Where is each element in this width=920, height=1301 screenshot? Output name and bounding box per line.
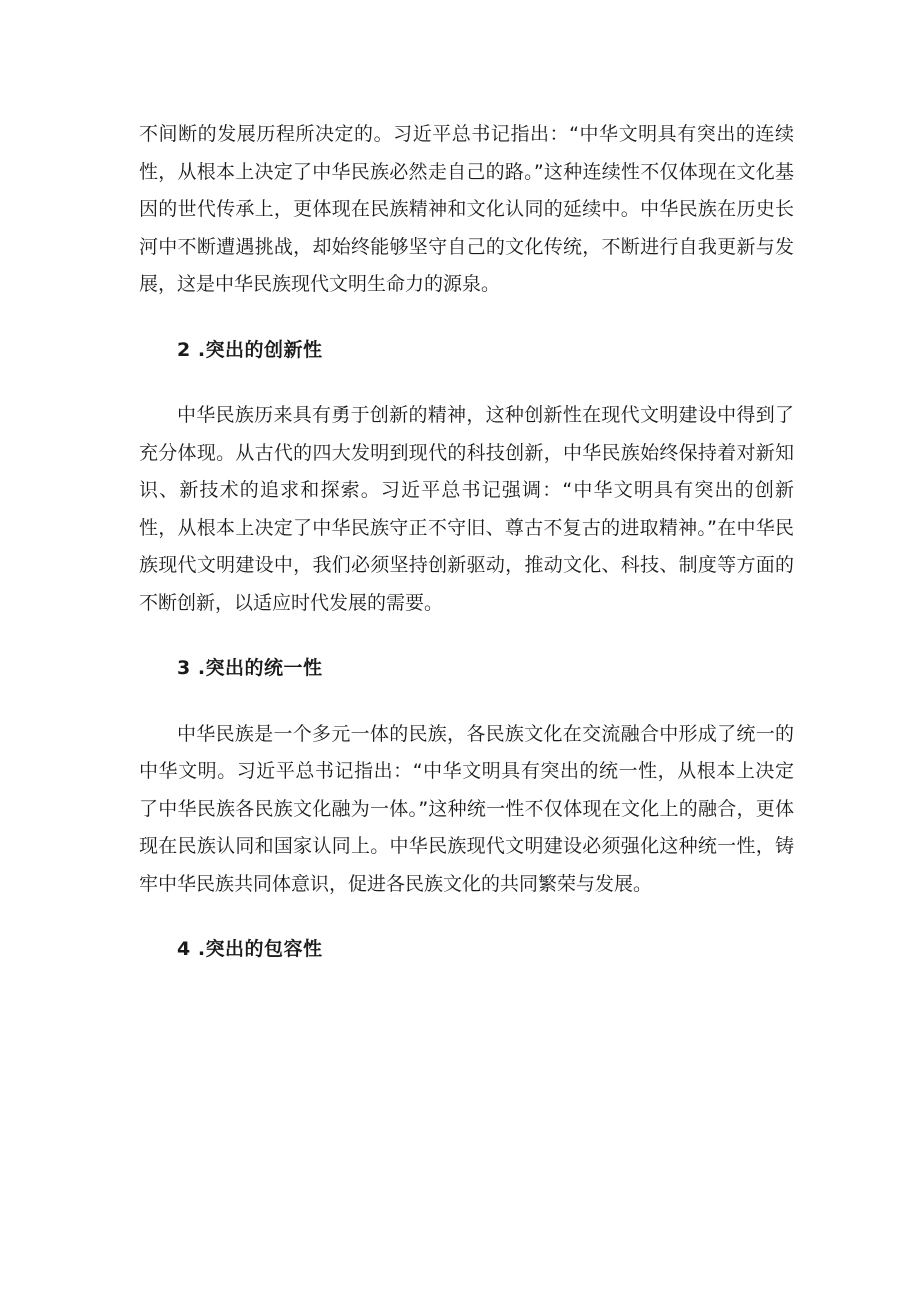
- paragraph-unity: 中华民族是一个多元一体的民族，各民族文化在交流融合中形成了统一的中华文明。习近平总书记指出：“中华文明具有突出的统一性，从根本上决定了中华民族各民族文化融为一体。”这种统一性不仅体现在文化上的融合，更体现在民族认同和国家认同上。中华民族现代文明建设必须强化这种统一性，铸牢中华民族共同体意识，促进各民族文化的共同繁荣与发展。: [139, 722, 794, 895]
- paragraph-innovation: 中华民族历来具有勇于创新的精神，这种创新性在现代文明建设中得到了充分体现。从古代的四大发明到现代的科技创新，中华民族始终保持着对新知识、新技术的追求和探索。习近平总书记强调：“中华文明具有突出的创新性，从根本上决定了中华民族守正不守旧、尊古不复古的进取精神。”在中华民族现代文明建设中，我们必须坚持创新驱动，推动文化、科技、制度等方面的不断创新，以适应时代发展的需要。: [139, 404, 794, 614]
- section-heading-innovation: 2 .突出的创新性: [177, 338, 323, 361]
- document-body: [139, 116, 794, 997]
- paragraph-continuity-end: 不间断的发展历程所决定的。习近平总书记指出：“中华文明具有突出的连续性，从根本上决定了中华民族必然走自己的路。”这种连续性不仅体现在文化基因的世代传承上，更体现在民族精神和文化认同的延续中。中华民族在历史长河中不断遭遇挑战，却始终能够坚守自己的文化传统，不断进行自我更新与发展，这是中华民族现代文明生命力的源泉。: [139, 123, 794, 295]
- section-heading-unity: 3 .突出的统一性: [177, 657, 323, 679]
- section-heading-inclusiveness: 4 .突出的包容性: [177, 938, 323, 960]
